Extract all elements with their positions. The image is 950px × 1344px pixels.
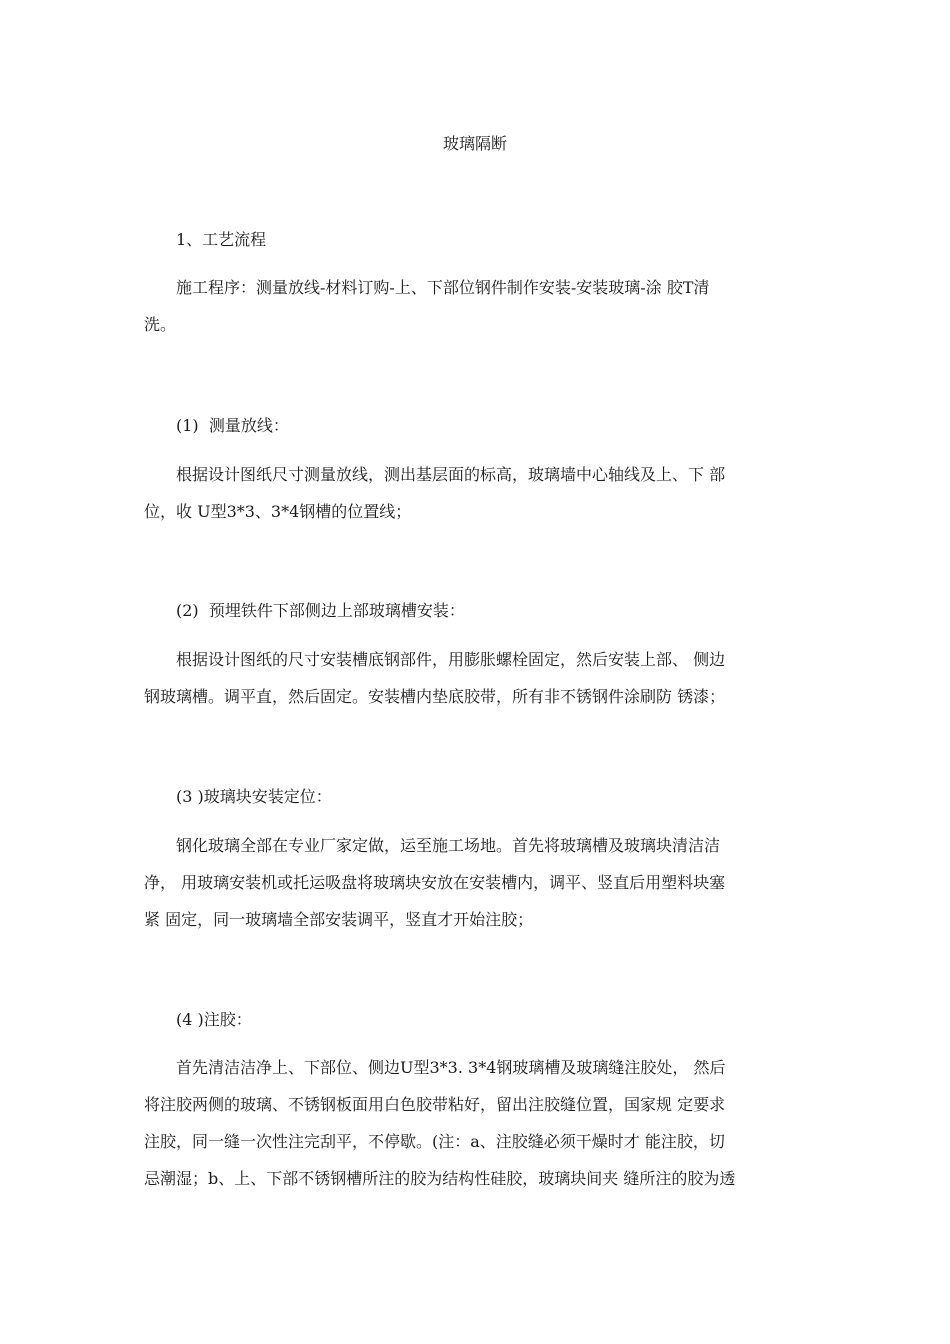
section-heading-process: 1、工艺流程 bbox=[176, 230, 267, 249]
paragraph-line: 钢化玻璃全部在专业厂家定做，运至施工场地。首先将玻璃槽及玻璃块清洁洁 bbox=[176, 836, 721, 855]
paragraph-line: 钢玻璃槽。调平直，然后固定。安装槽内垫底胶带，所有非不锈钢件涂刷防 锈漆； bbox=[144, 687, 726, 706]
paragraph-line: 洗。 bbox=[144, 315, 177, 334]
paragraph-line: 首先清洁洁净上、下部位、侧边U型3*3. 3*4钢玻璃槽及玻璃缝注胶处， 然后 bbox=[176, 1058, 726, 1077]
paragraph-line: 忌潮湿；b、上、下部不锈钢槽所注的胶为结构性硅胶，玻璃块间夹 缝所注的胶为透 bbox=[144, 1169, 736, 1188]
paragraph-line: 根据设计图纸的尺寸安装槽底钢部件，用膨胀螺栓固定，然后安装上部、 侧边 bbox=[176, 650, 726, 669]
paragraph-line: 注胶，同一缝一次性注完刮平，不停歇。(注：a、注胶缝必须干燥时才 能注胶，切 bbox=[144, 1132, 725, 1151]
paragraph-line: 位，收 U型3*3、3*4钢槽的位置线； bbox=[144, 502, 412, 521]
subsection-heading-1: (1) 测量放线： bbox=[176, 416, 289, 435]
paragraph-line: 施工程序：测量放线-材料订购-上、下部位钢件制作安装-安装玻璃-涂 胶T清 bbox=[176, 278, 710, 297]
subsection-heading-2: (2) 预埋铁件下部侧边上部玻璃槽安装： bbox=[176, 601, 465, 620]
subsection-heading-3: (3 )玻璃块安装定位： bbox=[176, 787, 332, 806]
paragraph-line: 根据设计图纸尺寸测量放线，测出基层面的标高，玻璃墙中心轴线及上、下 部 bbox=[176, 465, 726, 484]
paragraph-line: 净， 用玻璃安装机或托运吸盘将玻璃块安放在安装槽内，调平、竖直后用塑料块塞 bbox=[144, 873, 726, 892]
subsection-heading-4: (4 )注胶： bbox=[176, 1010, 252, 1029]
document-title: 玻璃隔断 bbox=[442, 134, 507, 153]
paragraph-line: 将注胶两侧的玻璃、不锈钢板面用白色胶带粘好，留出注胶缝位置，国家规 定要求 bbox=[144, 1095, 726, 1114]
paragraph-line: 紧 固定，同一玻璃墙全部安装调平，竖直才开始注胶； bbox=[144, 910, 534, 929]
